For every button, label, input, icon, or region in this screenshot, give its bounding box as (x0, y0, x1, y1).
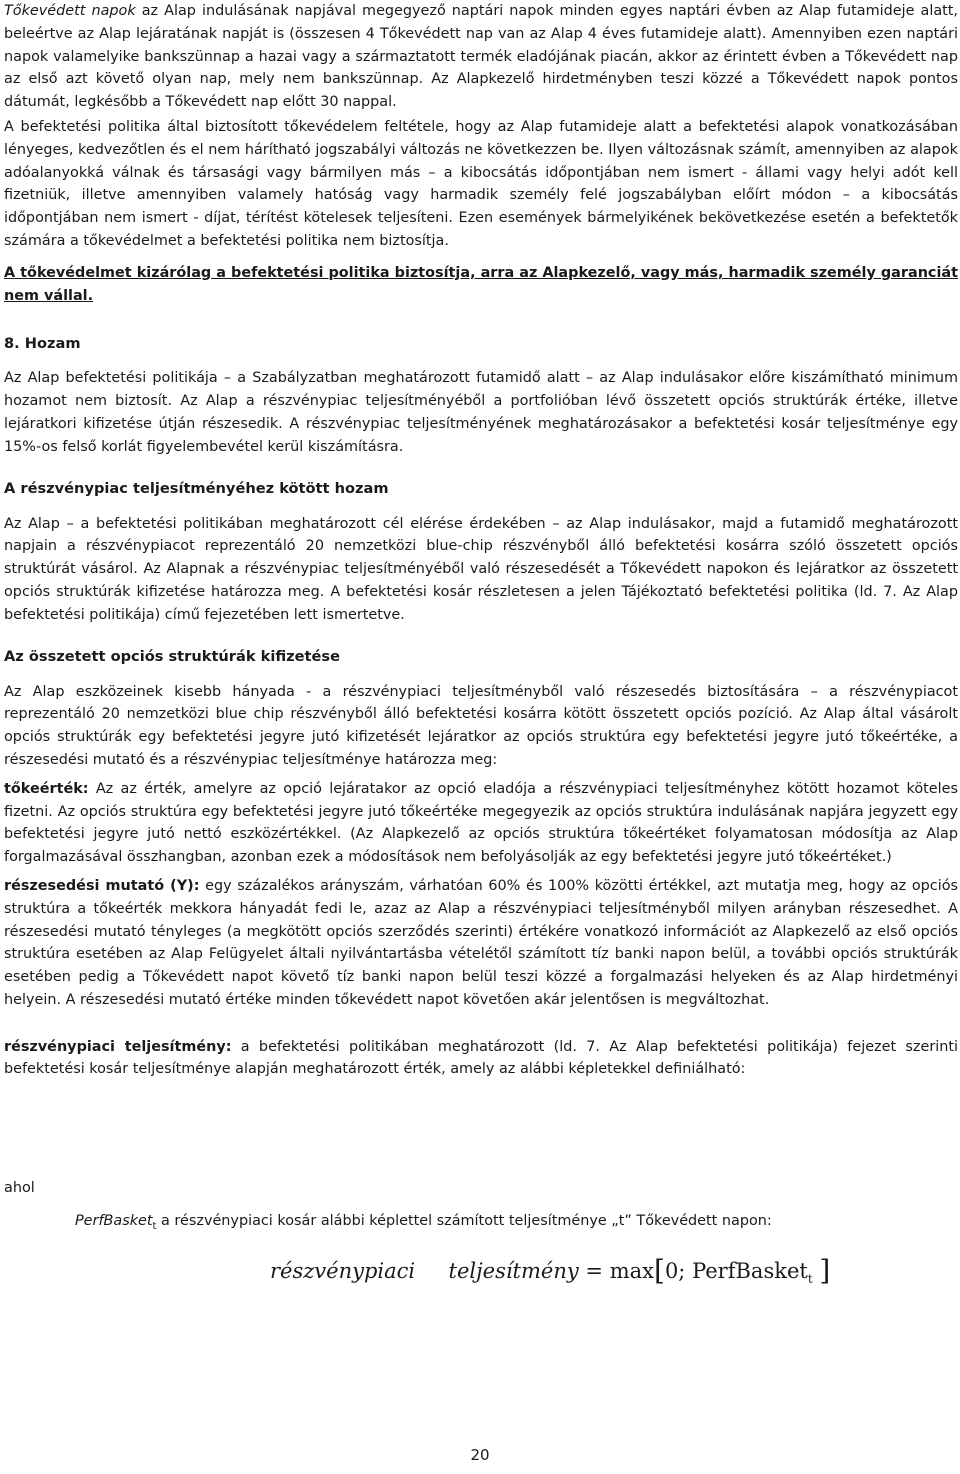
term-perfbasket: PerfBasket (75, 1213, 153, 1230)
definition-tokeertek: tőkeérték: Az az érték, amelyre az opció lejáratakor az opció eladója a részvénypiaci teljesítményhez kötött hozamot köteles fizetni. Az opciós struktúra egy befektetési jegyre jutó tőkeértéke megegyezik az opciós struktúra indulásának napjára jegyzett egy befektetési jegyre jutó nettó eszközértékkel. (Az Alapkezelő az opciós struktúra tőkeértéket folyamatosan módosítja az Alap forgalmazásával összhangban, azonban ezek a módosítások nem befolyásolják az egy befektetési jegyre jutó tőkeértéket.) (4, 780, 958, 866)
section-heading-reszvenypiac: A részvénypiac teljesítményéhez kötött hozam (4, 479, 389, 497)
label-ahol: ahol (4, 1180, 35, 1197)
paragraph-kifizetes: Az Alap eszközeinek kisebb hányada - a részvénypiaci teljesítményből való részesedés biztosítására – a részvénypiacot reprezentáló 20 nemzetközi blue chip részvényből álló befektetési kosárra kötött összetett opciós pozíció. Az Alap által vásárolt opciós struktúrák egy befektetési jegyre jutó kifizetését lejáratkor az opciós struktúra egy befektetési jegyre jutó tőkeértéke, a részesedési mutató és a részvénypiac teljesítménye határozza meg: (4, 683, 958, 768)
definition-reszesedesi-mutato: részesedési mutató (Y): egy százalékos arányszám, várhatóan 60% és 100% közötti értékkel, azt mutatja meg, hogy az opciós struktúra a tőkeérték mekkora hányadát fedi le, azaz az Alap a részvénypiaci teljesítményből milyen arányban részesedhet. A részesedési mutató tényleges (a megkötött opciós szerződés szerinti) értékére vonatkozó információt az Alapkezelő az első opciós struktúra esetében az Alap Felügyelet általi nyilvántartásba vételétől számított tíz banki napon belül, a további opciós struktúrák esetében pedig a Tőkevédett napot követő tíz banki napon belül teszi közzé a forgalmazási helyeken és az Alap hirdetményi helyein. A részesedési mutató értéke minden tőkevédett napot követően akár jelentősen is megváltozhat. (4, 877, 959, 1008)
section-heading-kifizetes: Az összetett opciós struktúrák kifizetése (4, 647, 341, 665)
paragraph-tokevedelem-feltetele: A befektetési politika által biztosított tőkevédelem feltétele, hogy az Alap futamideje alatt a befektetési alapok vonatkozásában lényeges, kedvezőtlen és el nem hárítható jogszabályi változás ne következzen be. Ilyen változásnak számít, amennyiben az alapok adóalanyokká válnak és társasági vagy bármilyen más – a kibocsátás időpontjában nem ismert - állami vagy helyi adót kell fizetniük, illetve amennyiben valamely hatóság vagy harmadik személy felé jogszabályban előírt módon – a kibocsátás időpontjában nem ismert - díjat, térítést kötelesek teljesíteni. Ezen események bármelyikének bekövetkezése esetén a befektetők számára a tőkevédelmet a befektetési politika nem biztosítja. (4, 118, 958, 249)
page-number: 20 (470, 1446, 490, 1464)
term-reszvenypiaci-teljesitmeny: részvénypiaci teljesítmény: (4, 1038, 232, 1055)
document-page (4, 0, 958, 1239)
paragraph-tokevedett-napok: Tőkevédett napok az Alap indulásának napjával megegyező naptári napok minden egyes naptári évben az Alap futamideje alatt, beleértve az Alap lejáratának napját is (összesen 4 Tőkevédett nap van az Alap 4 éves futamideje alatt). Amennyiben ezen naptári napok valamelyike bankszünnap a hazai vagy a származtatott termék eladójának piacán, akkor az érintett évben a Tőkevédett nap az első azt követő olyan nap, mely nem bankszünnap. Az Alapkezelő hirdetményben teszi közzé a Tőkevédett napok pontos dátumát, legkésőbb a Tőkevédett nap előtt 30 nappal. (4, 3, 958, 111)
warning-no-guarantee: A tőkevédelmet kizárólag a befektetési politika biztosítja, arra az Alapkezelő, vagy más, harmadik személy garanciát nem vállal. (4, 264, 958, 304)
term-tokeertek: tőkeérték: (4, 780, 89, 797)
section-heading-hozam: 8. Hozam (4, 335, 81, 353)
paragraph-hozam: Az Alap befektetési politikája – a Szabályzatban meghatározott futamidő alatt – az Alap indulásakor előre kiszámítható minimum hozamot nem biztosít. Az Alap a részvénypiac teljesítményéből a portfolióban lévő összetett opciós struktúrák értéke, illetve lejáratkori kifizetése útján részesedik. A részvénypiac teljesítményének meghatározásakor a befektetési kosár teljesítménye egy 15%-os felső korlát figyelembevétel kerül kiszámításra. (4, 370, 958, 455)
term-tokevedett-napok: Tőkevédett napok (4, 3, 136, 19)
definition-reszvenypiaci-teljesitmeny: részvénypiaci teljesítmény: a befektetési politikában meghatározott (ld. 7. Az Alap befektetési politikája) fejezet szerinti befektetési kosár teljesítménye alapján meghatározott érték, amely az alábbi képletekkel definiálható: (4, 1038, 958, 1078)
formula-reszvenypiaci-teljesitmeny: részvénypiaci teljesítmény = max[0; PerfBasket$_t$ ] (270, 1254, 831, 1287)
paragraph-reszvenypiac: Az Alap – a befektetési politikában meghatározott cél elérése érdekében – az Alap indulásakor, majd a futamidő meghatározott napjain a részvénypiacot reprezentáló 20 nemzetközi blue-chip részvényből álló befektetési kosárra szóló összetett opciós struktúrát vásárol. Az Alapnak a részvénypiac teljesítményéből való részesedését a Tőkevédett napokon és lejáratkor az összetett opciós struktúrák kifizetése határozza meg. A befektetési kosár részletesen a jelen Tájékoztató befektetési politika (ld. 7. Az Alap befektetési politikája) című fejezetében lett ismertetve. (4, 515, 958, 623)
term-reszesedesi-mutato: részesedési mutató (Y): (4, 877, 200, 894)
definition-perfbasket: PerfBasket$_t$ a részvénypiaci kosár alábbi képlettel számított teljesítménye „t” Tőkevédett napon: (75, 1213, 772, 1232)
